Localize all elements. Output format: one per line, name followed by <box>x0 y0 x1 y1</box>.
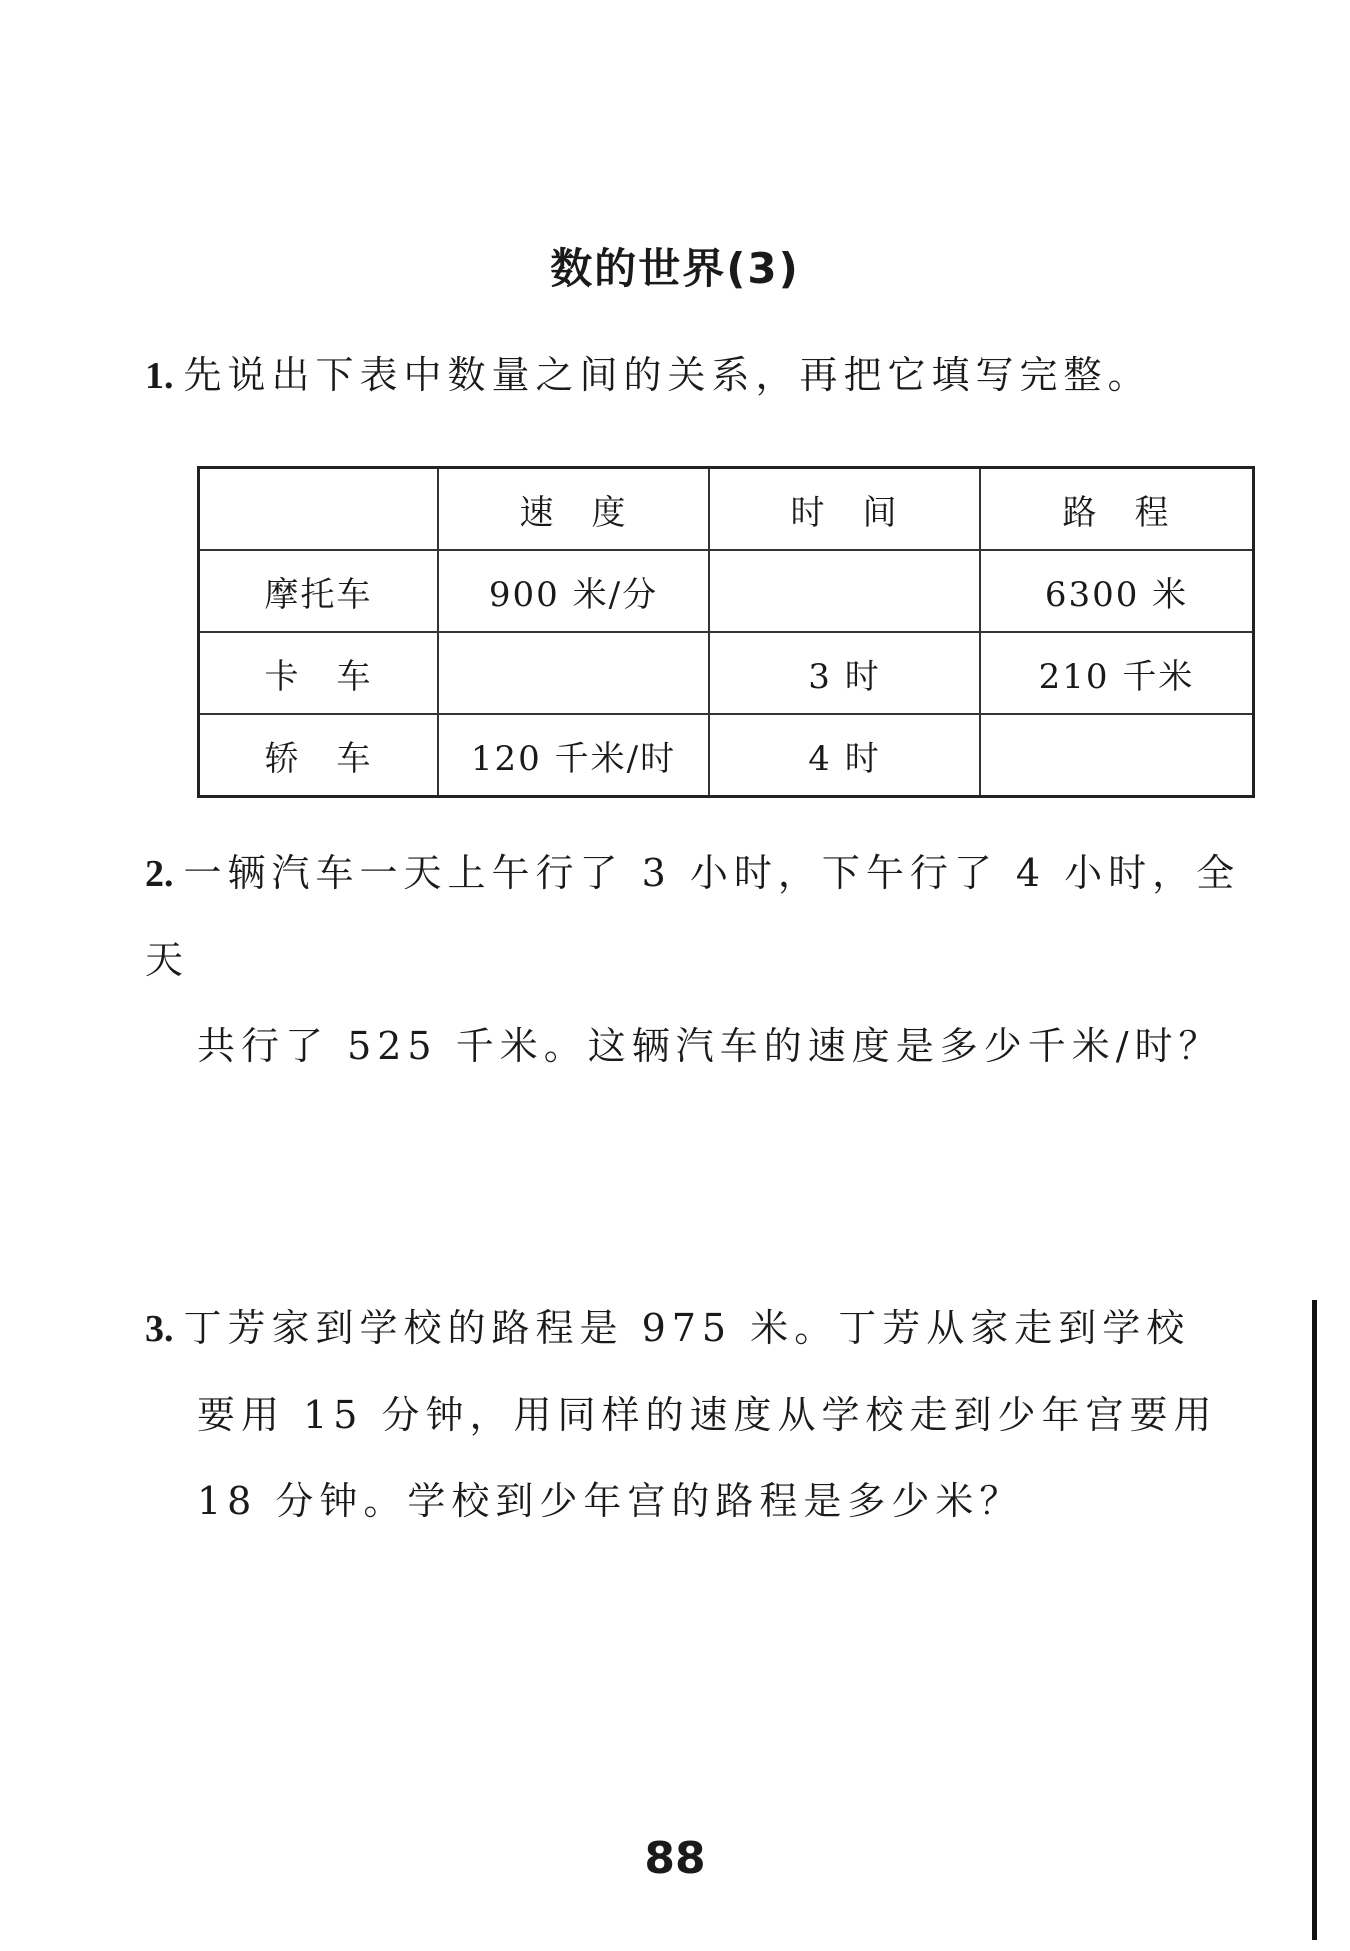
table-cell-speed: 120 千米/时 <box>438 714 709 797</box>
page-number: 88 <box>644 1833 706 1884</box>
table-header-speed: 速 度 <box>438 468 709 551</box>
table-header-time: 时 间 <box>709 468 980 551</box>
question-3-line-2: 要用 15 分钟，用同样的速度从学校走到少年宫要用 <box>197 1393 1218 1437</box>
question-2 <box>145 830 1245 1089</box>
scan-edge-line <box>1312 1300 1317 1940</box>
speed-time-distance-table <box>197 466 1255 798</box>
question-1-number: 1. <box>145 355 174 397</box>
table-cell-time: 4 时 <box>709 714 980 797</box>
question-1 <box>145 332 1245 419</box>
table-header-cell-empty <box>199 468 439 551</box>
table-cell-speed-blank[interactable] <box>438 632 709 714</box>
table-cell-time-blank[interactable] <box>709 550 980 632</box>
table-row-motorcycle <box>199 550 1254 632</box>
question-2-line-1: 一辆汽车一天上午行了 3 小时，下午行了 4 小时，全天 <box>145 851 1241 982</box>
table-cell-distance: 210 千米 <box>980 632 1254 714</box>
table-header-row <box>199 468 1254 551</box>
question-2-line-2: 共行了 525 千米。这辆汽车的速度是多少千米/时？ <box>197 1024 1223 1068</box>
table-cell-time: 3 时 <box>709 632 980 714</box>
table-cell-vehicle: 卡 车 <box>199 632 439 714</box>
table-cell-speed: 900 米/分 <box>438 550 709 632</box>
table-row-car <box>199 714 1254 797</box>
question-2-number: 2. <box>145 853 174 895</box>
table-cell-distance-blank[interactable] <box>980 714 1254 797</box>
table-cell-vehicle: 轿 车 <box>199 714 439 797</box>
question-3 <box>145 1285 1245 1544</box>
question-1-text: 先说出下表中数量之间的关系，再把它填写完整。 <box>183 353 1152 397</box>
table-row-truck <box>199 632 1254 714</box>
question-3-line-3: 18 分钟。学校到少年宫的路程是多少米？ <box>197 1479 1024 1523</box>
page-title: 数的世界(3) <box>550 244 800 293</box>
table-cell-distance: 6300 米 <box>980 550 1254 632</box>
table-cell-vehicle: 摩托车 <box>199 550 439 632</box>
question-3-line-1: 丁芳家到学校的路程是 975 米。丁芳从家走到学校 <box>183 1306 1191 1350</box>
table-header-distance: 路 程 <box>980 468 1254 551</box>
question-3-number: 3. <box>145 1308 174 1350</box>
